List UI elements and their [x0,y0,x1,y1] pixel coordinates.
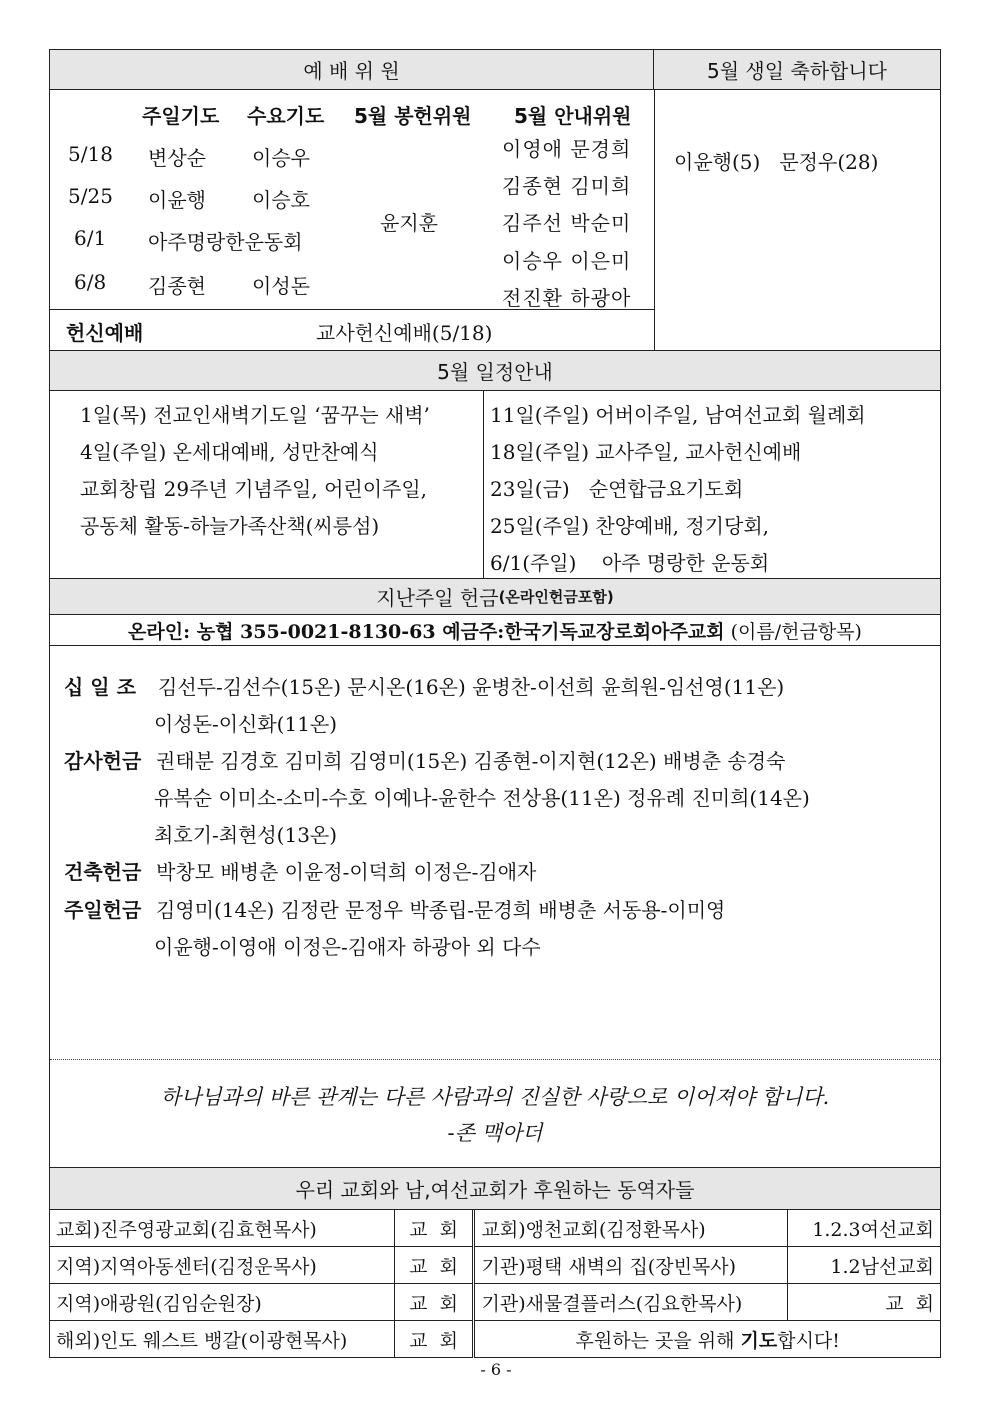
offering-label-thanks: 감사헌금 [64,749,142,773]
offering-label-building: 건축헌금 [64,860,142,884]
offering-line: 유복순 이미소-소미-수호 이예나-윤한수 전상용(11온) 정유례 진미희(14온) [154,786,810,810]
row-sunday: 변상순 [148,146,206,170]
support-cell: 지역)지역아동센터(김정운목사) [50,1247,395,1284]
schedule-item: 1일(목) 전교인새벽기도일 ‘꿈꾸는 새벽’ [80,403,430,427]
support-cell: 교 회 [394,1247,474,1284]
schedule-item: 11일(주일) 어버이주일, 남여선교회 월례회 [490,403,866,427]
offering-section [49,578,941,1168]
support-cell: 교 회 [394,1210,474,1247]
offering-title: 지난주일 헌금 (온라인헌금포함) [50,579,940,615]
birthday-names: 이윤행(5) 문정우(28) [674,150,879,174]
row-date: 6/1 [74,226,107,250]
table-row [50,1321,941,1358]
schedule-item: 6/1(주일) 아주 명랑한 운동회 [490,551,770,575]
row-sunday: 아주명랑한운동회 [148,230,303,254]
support-cell: 1.2.3여선교회 [788,1210,941,1247]
offering-line: 최호기-최현성(13온) [154,823,338,847]
offering-label-sunday: 주일헌금 [64,898,142,922]
schedule-item: 공동체 활동-하늘가족산책(씨릉섬) [80,514,380,538]
schedule-title: 5월 일정안내 [50,351,940,391]
offering-label-tithe: 십 일 조 [64,675,136,699]
header-sunday-prayer: 주일기도 [142,104,220,128]
dedication-value: 교사헌신예배(5/18) [316,321,493,345]
offering-line: 김영미(14온) 김정란 문정우 박종립-문경희 배병춘 서동용-이미영 [156,898,726,922]
support-cell: 기관)평택 새벽의 집(장빈목사) [474,1247,788,1284]
usher-pair: 이영애 문경희 [502,137,632,161]
row-sunday: 이윤행 [148,188,206,212]
page-number: - 6 - [480,1360,512,1379]
worship-title: 예 배 위 원 [50,50,654,90]
support-table [49,1209,941,1358]
schedule-item: 교회창립 29주년 기념주일, 어린이주일, [80,477,428,501]
online-account-note: (이름/헌금항목) [730,620,862,643]
schedule-item: 25일(주일) 찬양예배, 정기당회, [490,514,770,538]
row-sunday: 김종현 [148,274,206,298]
offering-title-note: (온라인헌금포함) [498,588,614,606]
row-date: 5/25 [68,184,113,208]
offering-line: 권태분 김경호 김미희 김영미(15온) 김종현-이지현(12온) 배병춘 송경숙 [156,749,786,773]
row-date: 5/18 [68,142,113,166]
row-date: 6/8 [74,270,107,294]
support-cell: 교회)앵천교회(김정환목사) [474,1210,788,1247]
support-cell: 해외)인도 웨스트 뱅갈(이광현목사) [50,1321,395,1358]
offering-line: 이윤행-이영애 이정은-김애자 하광아 외 다수 [154,935,541,959]
support-cell: 1.2남선교회 [788,1247,941,1284]
online-account [50,615,940,646]
table-row [50,1284,941,1321]
schedule-item: 23일(금) 순연합금요기도회 [490,477,744,501]
table-row [50,1210,941,1247]
offering-member: 윤지훈 [380,211,438,235]
support-cell: 교회)진주영광교회(김효현목사) [50,1210,395,1247]
offering-line: 이성돈-이신화(11온) [154,712,338,736]
offering-line: 박창모 배병춘 이윤정-이덕희 이정은-김애자 [156,860,537,884]
worship-divider [654,90,655,350]
prayer-call: 후원하는 곳을 위해 기도합시다! [474,1321,941,1358]
schedule-item: 4일(주일) 온세대예배, 성만찬예식 [80,440,379,464]
usher-pair: 이승우 이은미 [502,249,632,273]
usher-pair: 김종현 김미희 [502,174,632,198]
support-cell: 지역)애광원(김임순원장) [50,1284,395,1321]
support-title: 우리 교회와 남,여선교회가 후원하는 동역자들 [49,1167,941,1210]
usher-pair: 전진환 하광아 [502,286,632,310]
row-wed: 이성돈 [252,274,310,298]
quote-text: 하나님과의 바른 관계는 다른 사람과의 진실한 사랑으로 이어져야 합니다. [160,1085,830,1109]
support-cell: 교 회 [394,1321,474,1358]
schedule-section [49,350,941,579]
quote-divider [50,1059,940,1060]
header-wed-prayer: 수요기도 [247,104,325,128]
dedication-label: 헌신예배 [66,321,144,345]
birthday-title: 5월 생일 축하합니다 [654,50,940,90]
support-cell: 교 회 [394,1284,474,1321]
schedule-item: 18일(주일) 교사주일, 교사헌신예배 [490,440,802,464]
online-account-text: 온라인: 농협 355-0021-8130-63 예금주:한국기독교장로회아주교회 [128,620,725,643]
row-wed: 이승호 [252,188,310,212]
header-offering-member: 5월 봉헌위원 [354,104,472,128]
usher-pair: 김주선 박순미 [502,211,632,235]
schedule-divider [483,391,484,579]
header-usher: 5월 안내위원 [514,104,632,128]
worship-section [49,49,941,351]
support-cell: 교 회 [788,1284,941,1321]
row-wed: 이승우 [252,146,310,170]
support-cell: 기관)새물결플러스(김요한목사) [474,1284,788,1321]
table-row [50,1247,941,1284]
quote-author: -존 맥아더 [447,1121,543,1145]
offering-line: 김선두-김선수(15온) 문시온(16온) 윤병찬-이선희 윤희원-임선영(11온) [158,675,785,699]
